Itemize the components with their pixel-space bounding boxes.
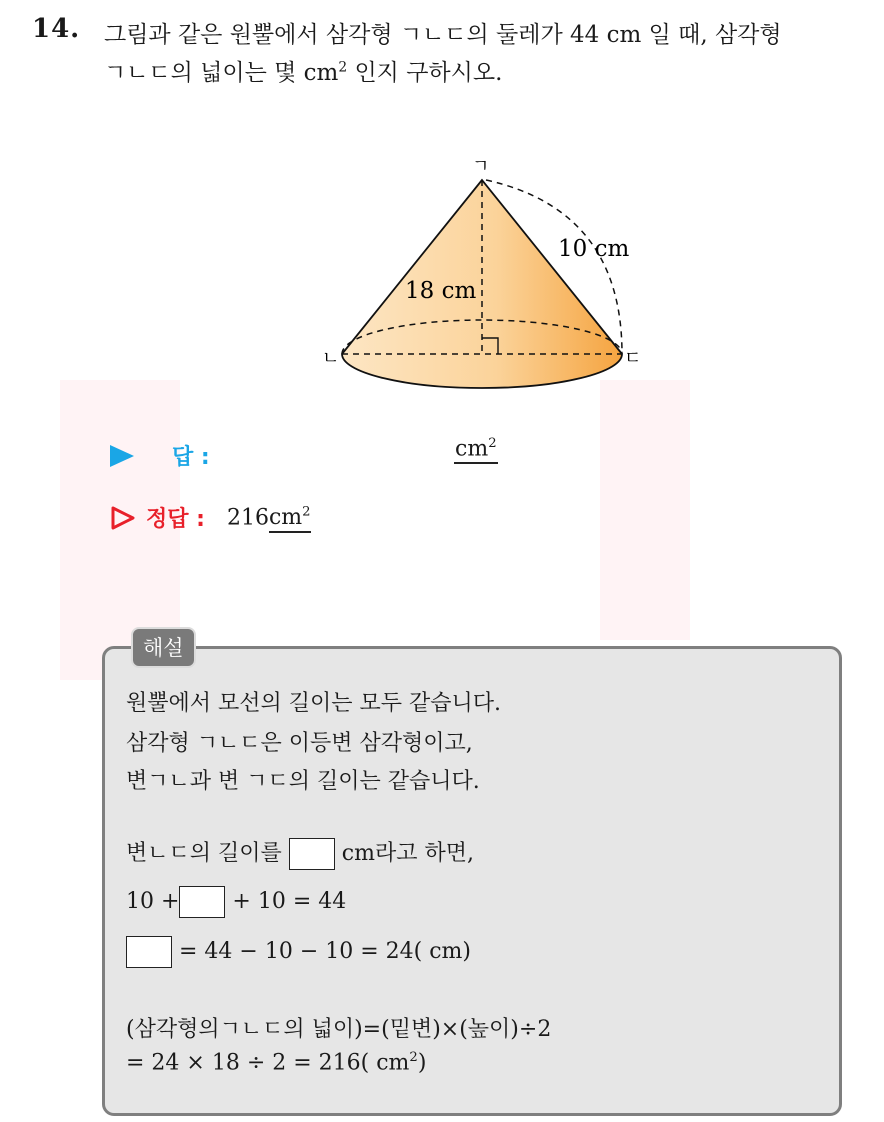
vertex-label-right: ㄷ [624, 348, 642, 369]
slant-length-label: 10 cm [558, 236, 630, 262]
correct-answer-value: $216cm^2$ [227, 505, 311, 530]
question-number: 14. [32, 14, 81, 44]
explanation-equation-2: = 44 − 10 − 10 = 24( cm) [126, 936, 471, 968]
answer-blank-unit[interactable]: $cm^2$ [454, 436, 498, 464]
question-text-line1: 그림과 같은 원뿔에서 삼각형 ㄱㄴㄷ의 둘레가 44 cm 일 때, 삼각형 [104, 22, 782, 48]
background-wash [600, 380, 690, 640]
explanation-line: 원뿔에서 모선의 길이는 모두 같습니다. [126, 691, 501, 716]
answer-label: 답 : [172, 445, 210, 470]
explanation-area-line-2: = 24 × 18 ÷ 2 = 216( $cm^2$) [126, 1050, 427, 1076]
explanation-let-line: 변ㄴㄷ의 길이를 cm라고 하면, [126, 836, 474, 870]
unknown-box [289, 838, 335, 870]
play-triangle-icon [110, 445, 134, 467]
question-text-line2: ㄱㄴㄷ의 넓이는 몇 $cm^2$ 인지 구하시오. [104, 59, 503, 86]
outline-triangle-icon [110, 505, 136, 531]
vertex-label-left: ㄴ [322, 348, 340, 369]
explanation-line: 삼각형 ㄱㄴㄷ은 이등변 삼각형이고, [126, 731, 473, 756]
correct-answer-label: 정답 : [146, 507, 205, 532]
vertex-label-top: ㄱ [472, 156, 490, 177]
cone-figure [300, 150, 660, 390]
explanation-area-line-1: (삼각형의ㄱㄴㄷ의 넓이)=(밑변)×(높이)÷2 [126, 1017, 552, 1042]
unknown-box [126, 936, 172, 968]
answer-row [110, 440, 210, 471]
height-length-label: 18 cm [405, 278, 477, 304]
explanation-tag: 해설 [131, 627, 196, 668]
explanation-line: 변ㄱㄴ과 변 ㄱㄷ의 길이는 같습니다. [126, 769, 480, 794]
unknown-box [179, 886, 225, 918]
correct-answer-row [110, 502, 311, 533]
explanation-equation-1: 10 + + 10 = 44 [126, 886, 346, 918]
